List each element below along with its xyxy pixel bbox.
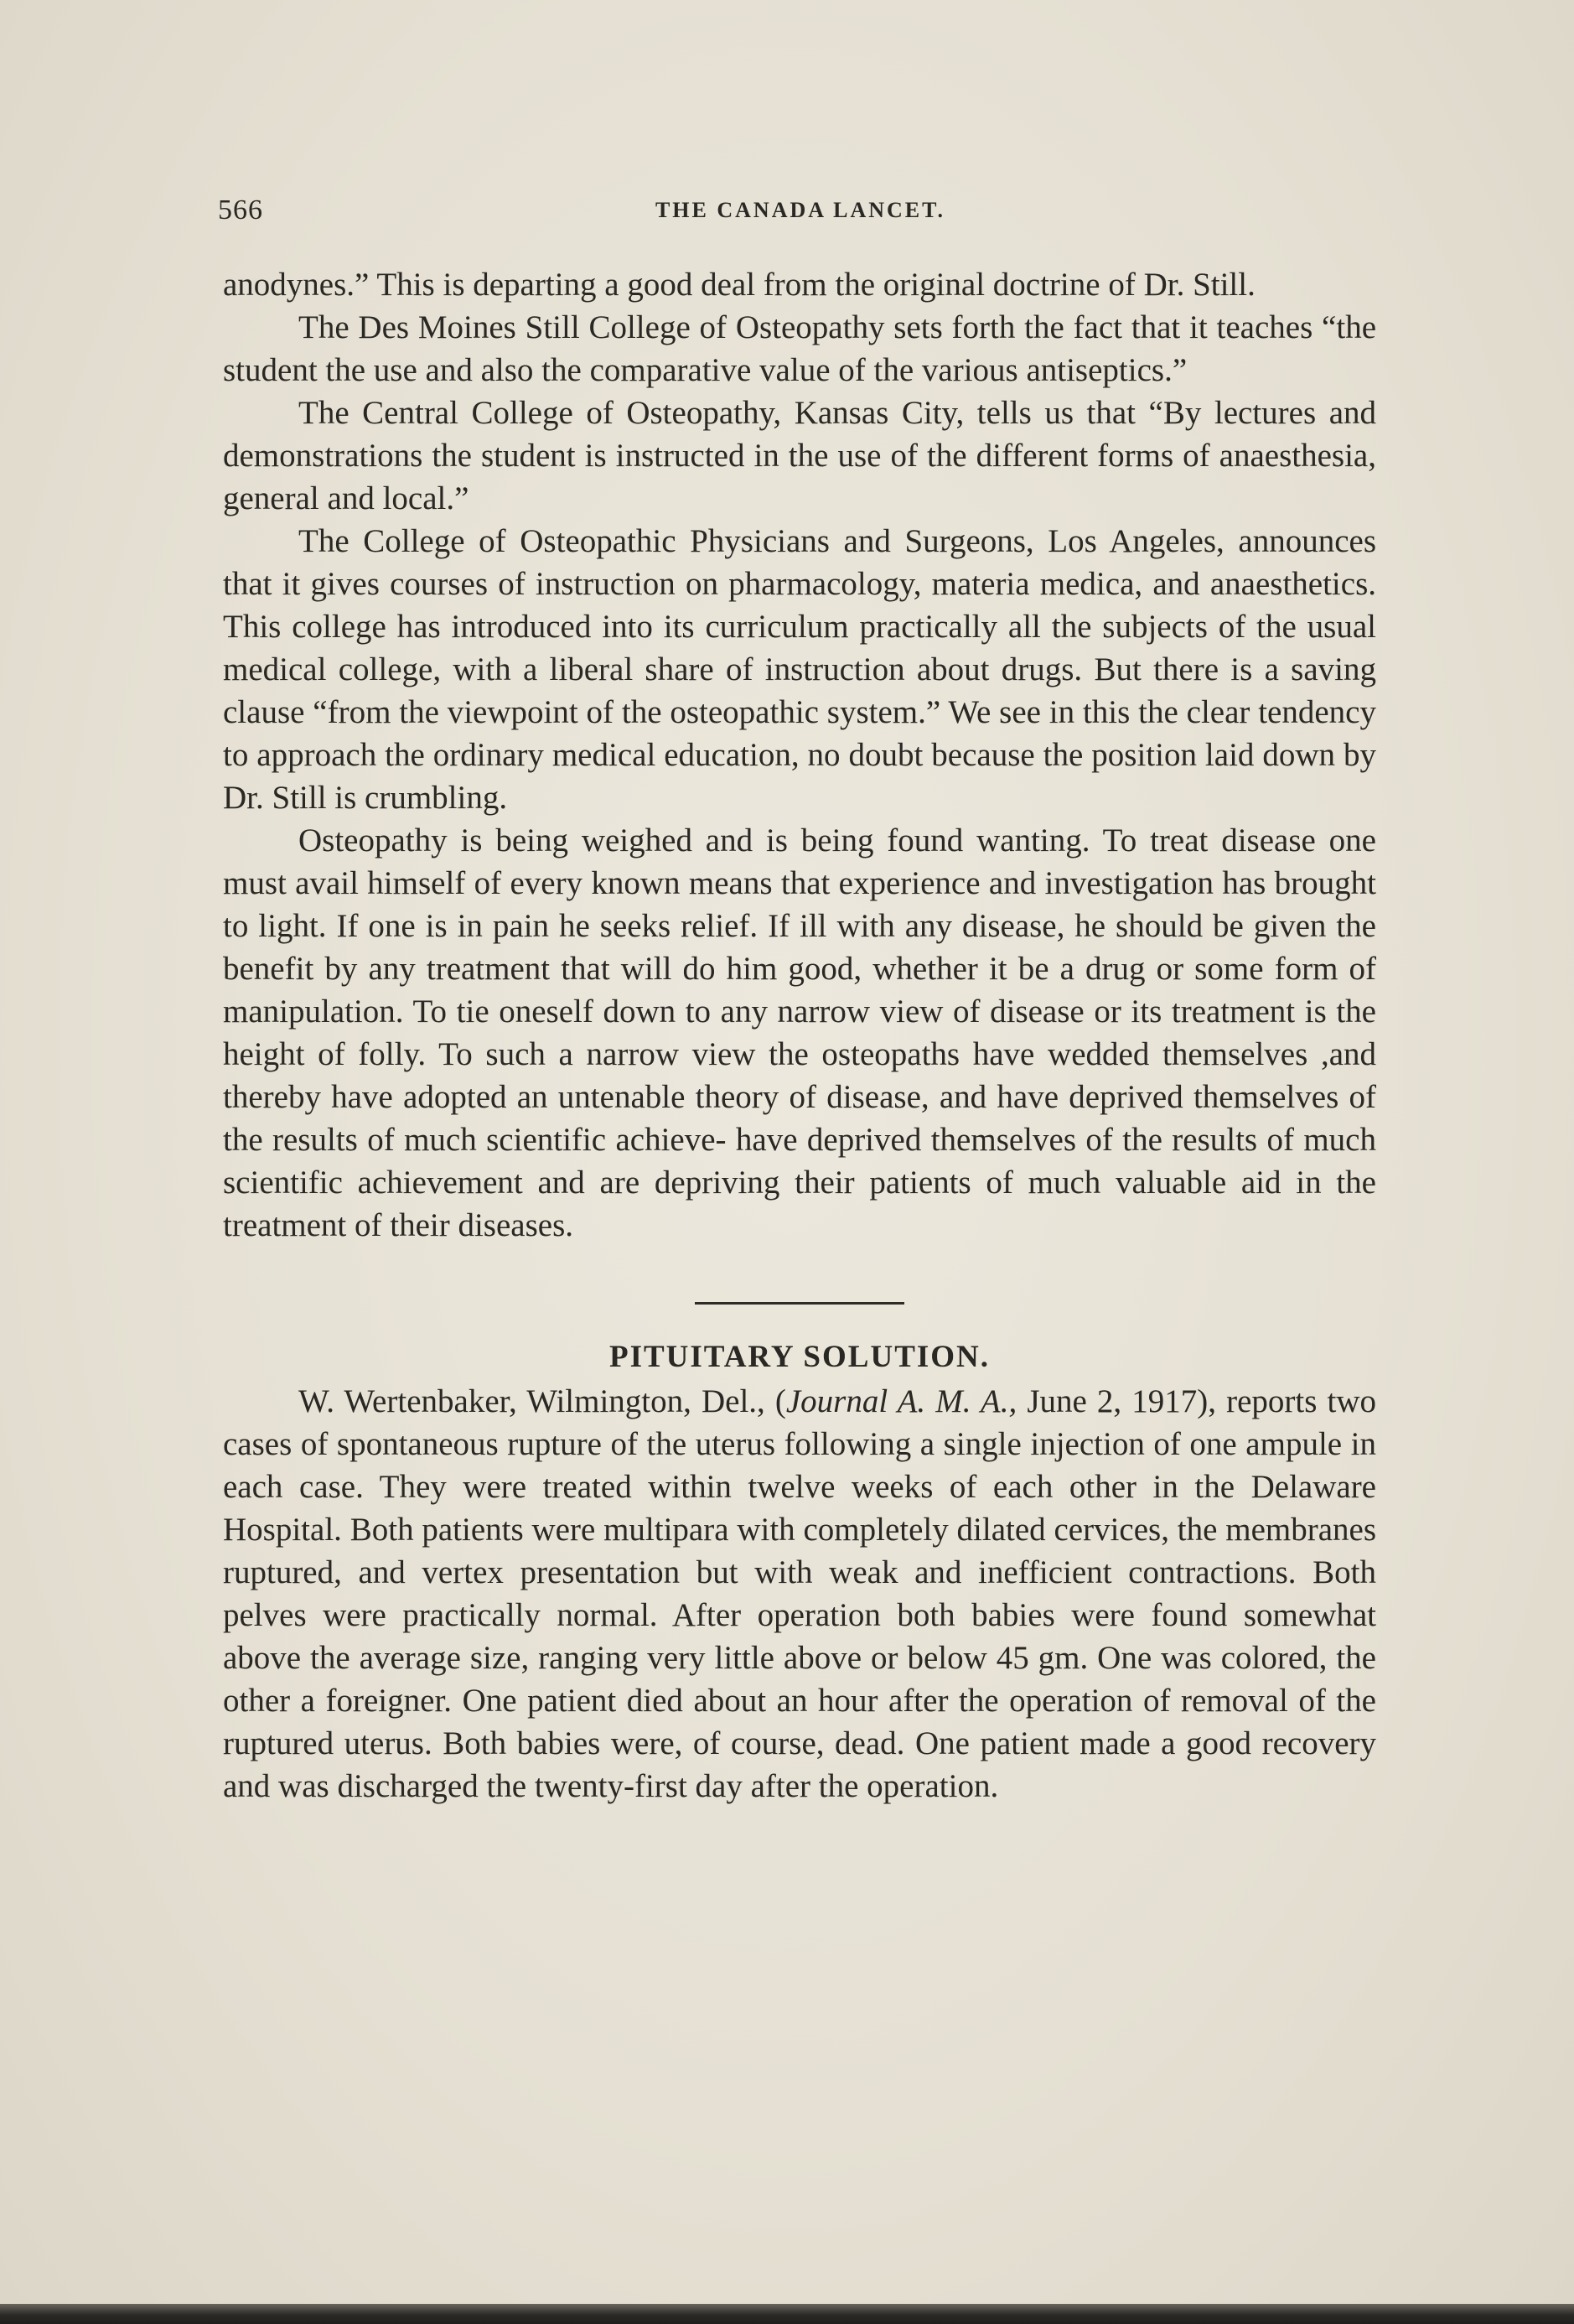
paragraph-anodynes: anodynes.” This is departing a good deal from the original doctrine of Dr. Still. [223,267,1256,303]
page-number: 566 [218,195,263,226]
page-body [223,263,1376,1808]
section-divider [695,1302,904,1305]
page-bottom-edge [0,2304,1574,2324]
paragraph-osteopathy-wanting: Osteopathy is being weighed and is being found wanting. To treat disease one must avail himself of every known means that experience and investigation has brought to light. If one is in pain he seeks relief. If ill with any disease, he should be given the benefit by any treatment that will do him good, whether it be a drug or some form of manipulation. To tie oneself down to any narrow view of disease or its treatment is the height of folly. To such a narrow view the osteopaths have wedded themselves ,and thereby have adopted an untenable theory of disease, and have deprived themselves of the results of much scientific achieve- have deprived themselves of the results of much scientific achievement and are depriving their patients of much valuable aid in the treatment of their diseases. [223,822,1376,1243]
page-header [218,195,1383,245]
report-intro: W. Wertenbaker, Wilmington, Del., ( [298,1383,786,1419]
paragraph-central-college: The Central College of Osteopathy, Kansas City, tells us that “By lectures and demonstrations the student is instructed in the use of the different forms of anaesthesia, general and local.” [223,395,1376,516]
paragraph-los-angeles: The College of Osteopathic Physicians and Surgeons, Los Angeles, announces that it gives courses of instruction on pharmacology, materia medica, and anaesthetics. This college has introduced into its curriculum practically all the subjects of the usual medical college, with a liberal share of instruction about drugs. But there is a saving clause “from the viewpoint of the osteopathic system.” We see in this the clear tendency to approach the ordinary medical education, no doubt because the position laid down by Dr. Still is crumbling. [223,523,1376,816]
running-head: THE CANADA LANCET. [655,198,946,222]
journal-citation: Journal A. M. A., [785,1383,1017,1419]
section-title: PITUITARY SOLUTION. [608,1340,991,1374]
paragraph-pituitary-report [223,1380,1376,1808]
paragraph-des-moines: The Des Moines Still College of Osteopathy sets forth the fact that it teaches “the student the use and also the comparative value of the various antiseptics.” [223,309,1376,388]
report-body: June 2, 1917), reports two cases of spontaneous rupture of the uterus following a single injection of one ampule in each case. They were treated within twelve weeks of each other in the Delaware Hospital. Both patients were multipara with completely dilated cervices, the membranes ruptured, and vertex presentation but with weak and inefficient contractions. Both pelves were practically normal. After operation both babies were found somewhat above the average size, ranging very little above or below 45 gm. One was colored, the other a foreigner. One patient died about an hour after the operation of removal of the ruptured uterus. Both babies were, of course, dead. One patient made a good recovery and was discharged the twenty-first day after the operation. [223,1383,1376,1804]
